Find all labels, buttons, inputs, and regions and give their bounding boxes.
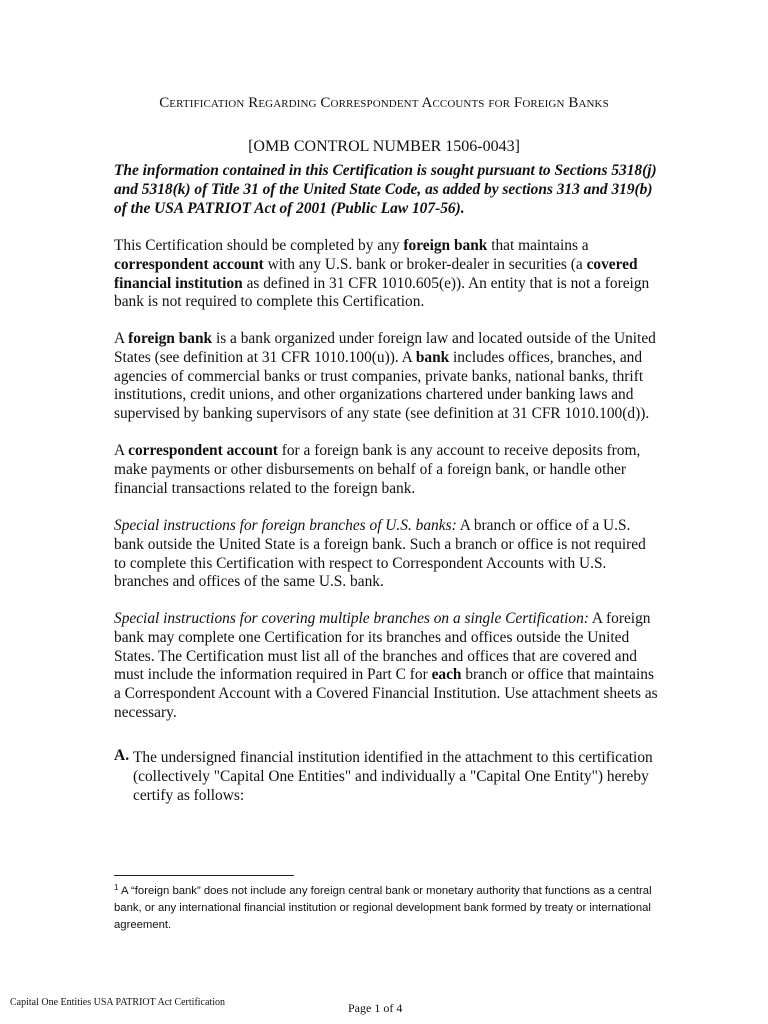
text: is a bank organized under foreign law and located outside of the United States (see definition at 31 CFR 1010.100(u)). A [114, 330, 656, 366]
text: as defined in 31 CFR 1010.605(e)). An entity that is not a foreign bank is not required to complete this Certification. [114, 274, 650, 311]
document-title: Certification Regarding Correspondent Accounts for Foreign Banks [159, 95, 609, 111]
text: This Certification should be completed by any [114, 237, 404, 254]
footer-document-name: Capital One Entities USA PATRIOT Act Certification [10, 997, 225, 1008]
footnote-text: A “foreign bank” does not include any foreign central bank or monetary authority that functions as a central bank, or any international financial institution or regional development bank formed by treaty or international agreement. [114, 885, 652, 931]
footnote [114, 879, 654, 934]
text: A foreign bank may complete one Certification for its branches and offices outside the United States. The Certification must list all of the branches and offices that are covered and must include the information required in Part C for [114, 610, 651, 684]
paragraph-special-instructions-us-branches [114, 517, 659, 592]
section-a-text: The undersigned financial institution identified in the attachment to this certification (collectively "Capital One Entities" and individually a "Capital One Entity") hereby certify as follows: [133, 749, 653, 804]
term-correspondent-account: correspondent account [114, 255, 264, 273]
footnote-marker: 1 [114, 883, 119, 892]
page-number: Page 1 of 4 [348, 1001, 403, 1015]
term-foreign-bank: foreign bank [128, 330, 213, 347]
text: A [114, 442, 129, 459]
text: that maintains a [487, 237, 589, 254]
special-instructions-heading: Special instructions for covering multiple branches on a single Certification: [114, 610, 589, 627]
text: branch or office that maintains a Correspondent Account with a Covered Financial Institution. Use attachment sheets as necessary. [114, 666, 658, 721]
paragraph-special-instructions-multiple-branches [114, 610, 659, 723]
text: A branch or office of a U.S. bank outside the United State is a foreign bank. Such a branch or office is not required to complete this Certification with respect to Correspondent Accounts with U.S. branches and offices of the same U.S. bank. [114, 517, 646, 591]
term-each: each [431, 666, 462, 684]
text: for a foreign bank is any account to receive deposits from, make payments or other disbursements on behalf of a foreign bank, or handle other financial transactions related to the foreign bank. [114, 442, 641, 497]
paragraph-correspondent-account-definition [114, 442, 659, 498]
intro-paragraph: The information contained in this Certification is sought pursuant to Sections 5318(j) and 5318(k) of Title 31 of the United State Code, as added by sections 313 and 319(b) of the USA PATRIOT Act of 2001 (Public Law 107-56). [114, 162, 657, 217]
section-a-label: A. [114, 747, 130, 764]
text: with any U.S. bank or broker-dealer in securities (a [263, 255, 587, 273]
term-covered-financial-institution: covered financial institution [114, 255, 638, 292]
term-foreign-bank: foreign bank [403, 237, 488, 254]
text: A [114, 330, 129, 347]
term-correspondent-account: correspondent account [128, 442, 278, 459]
footnote-divider [114, 875, 294, 876]
paragraph-foreign-bank-definition [114, 330, 659, 424]
term-bank: bank [415, 348, 450, 366]
text: includes offices, branches, and agencies of commercial banks or trust companies, private banks, national banks, thrift institutions, credit unions, and other organizations chartered under banking laws and supervised by banking supervisors of any state (see definition at 31 CFR 1010.100(d)). [114, 348, 650, 423]
paragraph-foreign-bank-scope [114, 237, 659, 312]
special-instructions-heading: Special instructions for foreign branches of U.S. banks: [114, 517, 457, 534]
omb-control-number: [OMB CONTROL NUMBER 1506-0043] [248, 138, 520, 155]
